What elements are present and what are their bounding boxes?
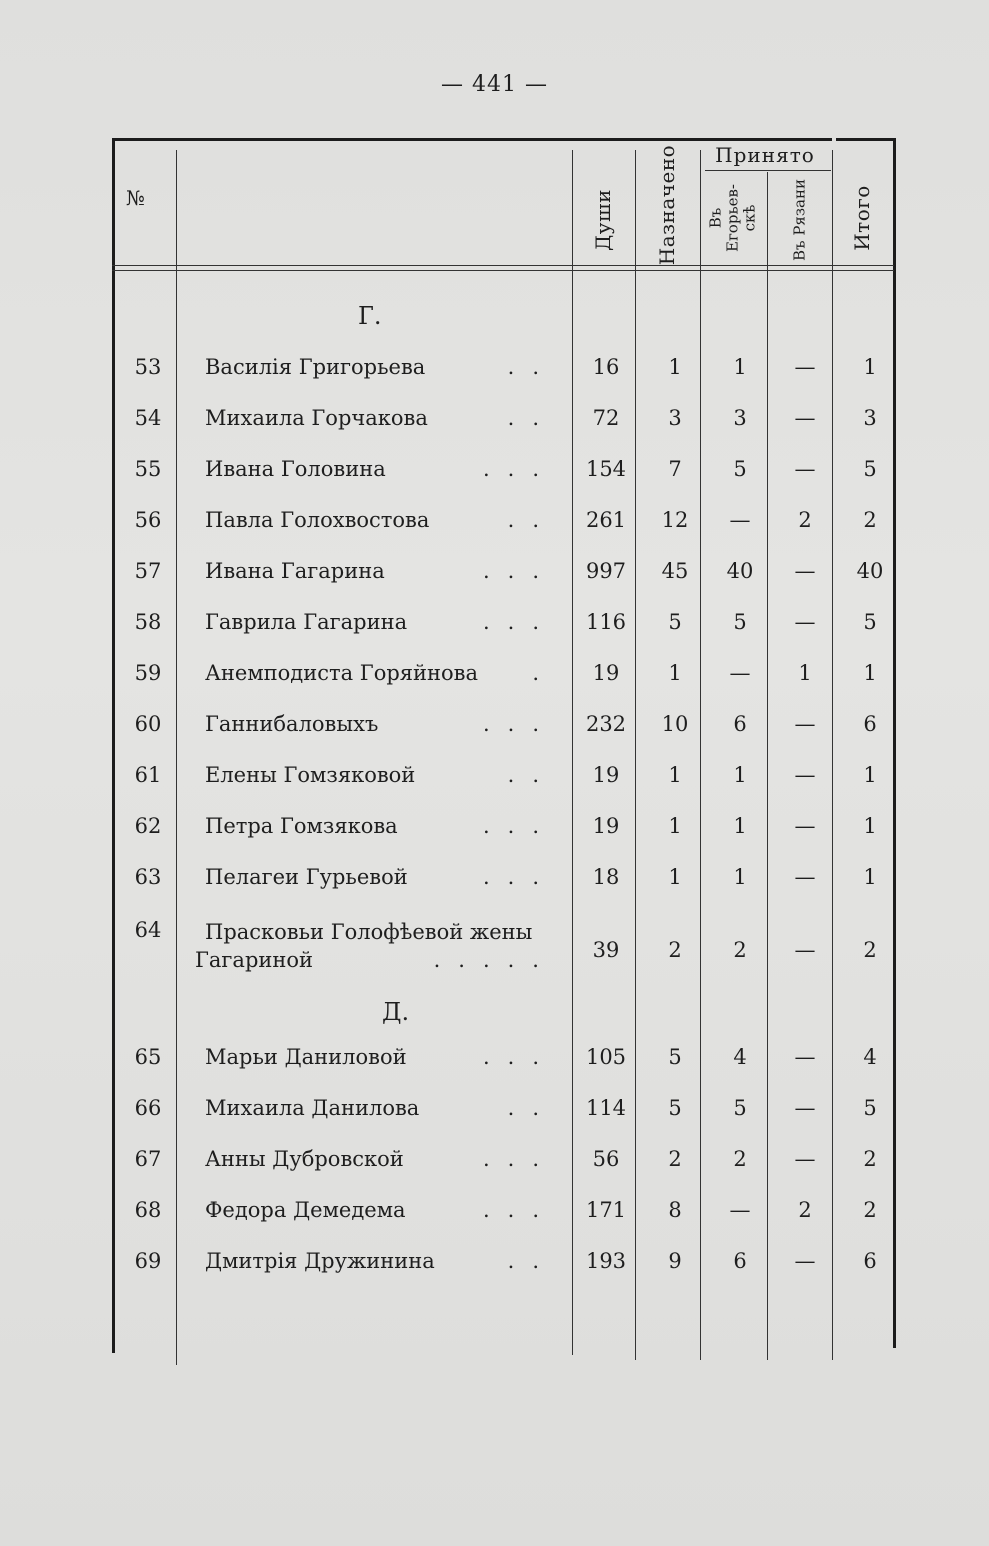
row-number: 63 [134,865,162,889]
row-naznacheno: 1 [668,865,682,889]
row-dushi: 39 [592,938,620,962]
row-ryazan: — [794,712,816,736]
table-row [0,610,989,650]
row-naznacheno: 5 [668,1045,682,1069]
row-itogo: 3 [863,406,877,430]
row-naznacheno: 1 [668,661,682,685]
row-number: 66 [134,1096,162,1120]
row-dots: .. [507,355,557,379]
row-number: 68 [134,1198,162,1222]
row-name [205,1045,565,1069]
row-itogo: 5 [863,1096,877,1120]
row-name [205,661,565,685]
header-rule-1 [112,265,894,266]
row-egorievsk: 2 [733,938,747,962]
table-row [0,406,989,446]
row-name [205,406,565,430]
row-dots: .. [507,1249,557,1273]
table-row [0,1147,989,1187]
row-dots: . [532,661,557,685]
header-v-ryazani: Въ Рязани [790,179,809,262]
row-number: 60 [134,712,162,736]
row-itogo: 40 [856,559,884,583]
table-row [0,814,989,854]
row-dots: ... [482,865,557,889]
row-dushi: 19 [592,661,620,685]
row-egorievsk: 2 [733,1147,747,1171]
row-dots: ... [482,610,557,634]
row-dots: ... [482,1045,557,1069]
row-naznacheno: 5 [668,1096,682,1120]
header-dushi: Души [591,189,615,251]
row-itogo: 1 [863,355,877,379]
row-naznacheno: 2 [668,938,682,962]
row-dushi: 193 [585,1249,627,1273]
row-name [205,559,565,583]
row-dushi: 116 [585,610,627,634]
row-dushi: 16 [592,355,620,379]
row-number: 69 [134,1249,162,1273]
table-row [0,508,989,548]
table-row [0,1198,989,1238]
row-name [205,712,565,736]
row-egorievsk: 5 [733,457,747,481]
row-number: 65 [134,1045,162,1069]
row-ryazan: — [794,1096,816,1120]
row-dushi: 19 [592,763,620,787]
row-ryazan: — [794,559,816,583]
row-dushi: 114 [585,1096,627,1120]
row-dushi: 105 [585,1045,627,1069]
row-itogo: 6 [863,712,877,736]
row-name [205,457,565,481]
row-ryazan: 1 [798,661,812,685]
header-number: № [126,186,145,210]
row-dushi: 56 [592,1147,620,1171]
table-row [0,661,989,701]
row-egorievsk: 1 [733,814,747,838]
row-ryazan: 2 [798,508,812,532]
row-name-text: Марьи Даниловой [205,1045,407,1069]
row-egorievsk: 40 [726,559,754,583]
row-naznacheno: 5 [668,610,682,634]
row-name [205,1198,565,1222]
row-name-line2: Гагариной [195,948,314,972]
table-row [0,457,989,497]
row-name-text: Анемподиста Горяйнова [205,661,479,685]
header-itogo: Итого [850,185,874,251]
row-dots: .. [507,406,557,430]
row-ryazan: 2 [798,1198,812,1222]
row-dushi: 72 [592,406,620,430]
table-row [0,1096,989,1136]
row-number: 64 [134,918,162,942]
row-name-text: Федора Демедема [205,1198,406,1222]
row-name-text: Пелагеи Гурьевой [205,865,408,889]
header-rule-2 [112,270,894,271]
row-egorievsk: 3 [733,406,747,430]
row-name [205,763,565,787]
row-dushi: 232 [585,712,627,736]
row-ryazan: — [794,610,816,634]
row-ryazan: — [794,938,816,962]
row-dots: ... [482,1147,557,1171]
row-egorievsk: — [729,1198,751,1222]
row-itogo: 2 [863,508,877,532]
row-naznacheno: 45 [661,559,689,583]
row-itogo: 2 [863,938,877,962]
row-name [205,1147,565,1171]
section-letter-g: Г. [358,302,382,330]
row-name [195,918,565,974]
row-naznacheno: 3 [668,406,682,430]
row-ryazan: — [794,355,816,379]
table-row [0,1249,989,1289]
section-letter-d: Д. [382,998,410,1026]
row-egorievsk: 1 [733,763,747,787]
row-number: 62 [134,814,162,838]
row-name-text: Анны Дубровской [205,1147,404,1171]
row-ryazan: — [794,763,816,787]
row-dots: .. [507,1096,557,1120]
row-itogo: 1 [863,661,877,685]
row-name-line1: Прасковьи Голофѣевой жены [205,920,533,944]
row-number: 53 [134,355,162,379]
row-name-text: Петра Гомзякова [205,814,398,838]
row-ryazan: — [794,457,816,481]
row-ryazan: — [794,1249,816,1273]
row-egorievsk: — [729,508,751,532]
row-naznacheno: 1 [668,763,682,787]
table-row [0,763,989,803]
row-name-text: Ганнибаловыхъ [205,712,379,736]
row-itogo: 5 [863,610,877,634]
table-top-rule-right [836,138,894,141]
row-egorievsk: 4 [733,1045,747,1069]
row-ryazan: — [794,865,816,889]
row-name [205,355,565,379]
prinyato-underline [705,170,831,171]
row-itogo: 1 [863,814,877,838]
row-name [205,865,565,889]
row-itogo: 1 [863,763,877,787]
row-egorievsk: 6 [733,712,747,736]
row-name [205,1249,565,1273]
row-ryazan: — [794,814,816,838]
row-egorievsk: 5 [733,610,747,634]
row-name-text: Елены Гомзяковой [205,763,416,787]
row-name-text: Гаврила Гагарина [205,610,408,634]
row-naznacheno: 1 [668,355,682,379]
row-egorievsk: — [729,661,751,685]
row-dots: ... [482,712,557,736]
row-dushi: 171 [585,1198,627,1222]
row-dots: ... [482,559,557,583]
row-name-text: Михаила Данилова [205,1096,420,1120]
header-v-egorievske: Въ Егорьев-скѣ [706,184,759,252]
row-number: 67 [134,1147,162,1171]
row-dushi: 18 [592,865,620,889]
row-dots: ... [482,1198,557,1222]
row-naznacheno: 12 [661,508,689,532]
header-naznacheno: Назначено [655,144,679,266]
row-name-text: Павла Голохвостова [205,508,430,532]
row-naznacheno: 1 [668,814,682,838]
row-naznacheno: 2 [668,1147,682,1171]
row-number: 55 [134,457,162,481]
row-dots: .. [507,508,557,532]
row-itogo: 2 [863,1147,877,1171]
row-number: 59 [134,661,162,685]
row-egorievsk: 6 [733,1249,747,1273]
row-name-text: Ивана Гагарина [205,559,385,583]
row-egorievsk: 5 [733,1096,747,1120]
row-itogo: 1 [863,865,877,889]
row-itogo: 4 [863,1045,877,1069]
row-ryazan: — [794,1147,816,1171]
row-ryazan: — [794,406,816,430]
row-naznacheno: 7 [668,457,682,481]
row-number: 58 [134,610,162,634]
row-dushi: 19 [592,814,620,838]
row-ryazan: — [794,1045,816,1069]
row-itogo: 5 [863,457,877,481]
row-dushi: 154 [585,457,627,481]
row-name-text: Дмитрія Дружинина [205,1249,435,1273]
row-name [205,610,565,634]
row-number: 61 [134,763,162,787]
row-naznacheno: 8 [668,1198,682,1222]
row-egorievsk: 1 [733,355,747,379]
row-number: 57 [134,559,162,583]
row-number: 56 [134,508,162,532]
header-prinyato: Принято [715,143,815,167]
table-row [0,865,989,905]
row-dushi: 997 [585,559,627,583]
row-dots: ... [482,457,557,481]
page-number: — 441 — [441,72,548,97]
row-itogo: 6 [863,1249,877,1273]
row-name-text: Василія Григорьева [205,355,426,379]
table-row [0,918,989,978]
row-dots: ..... [433,948,557,972]
table-row [0,1045,989,1085]
table-row [0,712,989,752]
row-itogo: 2 [863,1198,877,1222]
row-naznacheno: 10 [661,712,689,736]
row-dots: ... [482,814,557,838]
table-row [0,355,989,395]
row-name [205,814,565,838]
row-name-text: Ивана Головина [205,457,386,481]
table-row [0,559,989,599]
row-naznacheno: 9 [668,1249,682,1273]
row-dushi: 261 [585,508,627,532]
table-top-rule [112,138,832,141]
row-name-text: Михаила Горчакова [205,406,428,430]
row-name [205,508,565,532]
row-dots: .. [507,763,557,787]
row-number: 54 [134,406,162,430]
row-name [205,1096,565,1120]
row-egorievsk: 1 [733,865,747,889]
